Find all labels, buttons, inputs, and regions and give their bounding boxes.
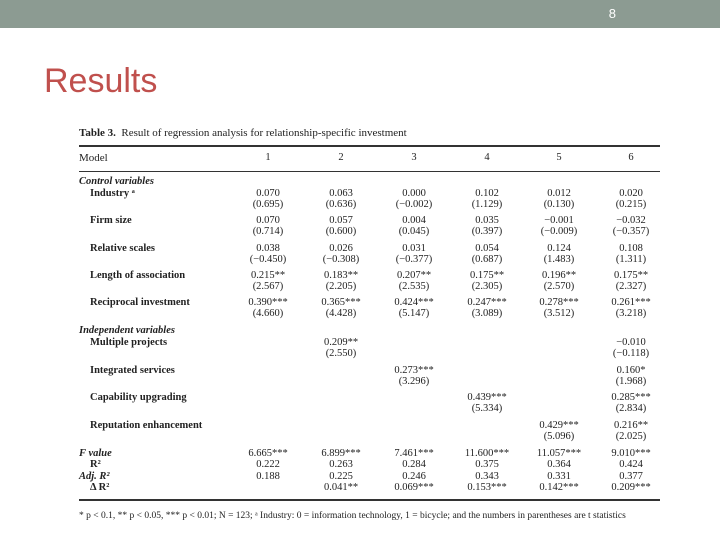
- t-statistic-cell: (5.096): [543, 431, 575, 442]
- stat-cell: 0.188: [256, 471, 280, 482]
- stat-cell: 0.222: [256, 459, 280, 470]
- stat-label: R²: [90, 459, 101, 470]
- coefficient-cell: 0.261***: [611, 297, 651, 308]
- t-statistic-cell: (4.428): [325, 308, 357, 319]
- coefficient-cell: 0.012: [547, 188, 571, 199]
- t-statistic-cell: (0.397): [471, 226, 503, 237]
- t-statistic-cell: (2.570): [543, 281, 575, 292]
- coefficient-cell: −0.001: [544, 215, 574, 226]
- coefficient-cell: 0.209**: [323, 337, 359, 348]
- coefficient-cell: 0.183**: [323, 270, 359, 281]
- stat-label: Adj. R²: [79, 471, 110, 482]
- coefficient-cell: 0.070: [256, 215, 280, 226]
- stat-cell: 0.364: [547, 459, 571, 470]
- stat-cell: 0.375: [475, 459, 499, 470]
- coefficient-cell: 0.207**: [396, 270, 432, 281]
- coefficient-cell: 0.424***: [394, 297, 434, 308]
- stat-cell: 0.343: [475, 471, 499, 482]
- slide-number: 8: [608, 6, 616, 21]
- header-model-5: 5: [556, 152, 562, 163]
- t-statistic-cell: (1.968): [615, 376, 647, 387]
- t-statistic-cell: (1.311): [615, 254, 647, 265]
- t-statistic-cell: (3.512): [543, 308, 575, 319]
- stat-cell: 0.225: [329, 471, 353, 482]
- stat-cell: 0.246: [402, 471, 426, 482]
- t-statistic-cell: (2.550): [325, 348, 357, 359]
- stat-cell: 0.209***: [611, 482, 651, 493]
- coefficient-cell: 0.439***: [467, 392, 507, 403]
- stat-cell: 11.600***: [464, 448, 510, 459]
- table-caption-label: Table 3.: [79, 127, 116, 139]
- coefficient-cell: −0.010: [616, 337, 646, 348]
- t-statistic-cell: (4.660): [252, 308, 284, 319]
- table-caption-text: Result of regression analysis for relationship-specific investment: [121, 127, 407, 139]
- coefficient-cell: 0.063: [329, 188, 353, 199]
- t-statistic-cell: (0.695): [252, 199, 284, 210]
- table-footnote: * p < 0.1, ** p < 0.05, *** p < 0.01; N = 123; ᵃ Industry: 0 = information technology, 1 = bicycle; and the numbers in parentheses are t statistics: [79, 511, 626, 521]
- t-statistic-cell: (−0.357): [612, 226, 650, 237]
- coefficient-cell: 0.160*: [616, 365, 646, 376]
- top-bar: [0, 0, 720, 28]
- coefficient-cell: 0.278***: [539, 297, 579, 308]
- row-label: Multiple projects: [90, 337, 168, 348]
- stat-cell: 11.057***: [536, 448, 582, 459]
- header-model-2: 2: [338, 152, 344, 163]
- stat-cell: 0.153***: [467, 482, 507, 493]
- slide-title: Results: [44, 62, 158, 100]
- coefficient-cell: 0.285***: [611, 392, 651, 403]
- header-model-4: 4: [484, 152, 490, 163]
- stat-cell: 0.377: [619, 471, 643, 482]
- coefficient-cell: 0.247***: [467, 297, 507, 308]
- stat-cell: 9.010***: [611, 448, 651, 459]
- t-statistic-cell: (2.834): [615, 403, 647, 414]
- t-statistic-cell: (0.600): [325, 226, 357, 237]
- stat-cell: 7.461***: [394, 448, 434, 459]
- coefficient-cell: 0.216**: [613, 420, 649, 431]
- coefficient-cell: 0.215**: [250, 270, 286, 281]
- coefficient-cell: 0.070: [256, 188, 280, 199]
- table-caption: [79, 127, 407, 139]
- t-statistic-cell: (3.218): [615, 308, 647, 319]
- t-statistic-cell: (−0.377): [395, 254, 433, 265]
- stat-label: Δ R²: [90, 482, 110, 493]
- t-statistic-cell: (1.483): [543, 254, 575, 265]
- coefficient-cell: 0.365***: [321, 297, 361, 308]
- coefficient-cell: 0.054: [475, 243, 499, 254]
- coefficient-cell: 0.124: [547, 243, 571, 254]
- t-statistic-cell: (2.535): [398, 281, 430, 292]
- coefficient-cell: 0.429***: [539, 420, 579, 431]
- coefficient-cell: 0.102: [475, 188, 499, 199]
- stat-cell: 0.142***: [539, 482, 579, 493]
- coefficient-cell: 0.390***: [248, 297, 288, 308]
- t-statistic-cell: (2.205): [325, 281, 357, 292]
- row-label: Firm size: [90, 215, 132, 226]
- table-bottom-rule: [79, 499, 660, 501]
- section-independent-variables: Independent variables: [79, 325, 175, 336]
- stat-label: F value: [79, 448, 112, 459]
- stat-cell: 6.899***: [321, 448, 361, 459]
- row-label: Relative scales: [90, 243, 156, 254]
- coefficient-cell: 0.000: [402, 188, 426, 199]
- header-model-6: 6: [628, 152, 634, 163]
- t-statistic-cell: (−0.450): [249, 254, 287, 265]
- coefficient-cell: 0.196**: [541, 270, 577, 281]
- t-statistic-cell: (2.025): [615, 431, 647, 442]
- t-statistic-cell: (2.567): [252, 281, 284, 292]
- coefficient-cell: 0.035: [475, 215, 499, 226]
- coefficient-cell: 0.020: [619, 188, 643, 199]
- t-statistic-cell: (0.687): [471, 254, 503, 265]
- stat-cell: 0.331: [547, 471, 571, 482]
- section-control-variables: Control variables: [79, 176, 154, 187]
- row-label: Industry ᵃ: [90, 188, 135, 199]
- t-statistic-cell: (0.215): [615, 199, 647, 210]
- t-statistic-cell: (0.130): [543, 199, 575, 210]
- t-statistic-cell: (0.045): [398, 226, 430, 237]
- t-statistic-cell: (0.714): [252, 226, 284, 237]
- t-statistic-cell: (−0.002): [395, 199, 433, 210]
- stat-cell: 0.424: [619, 459, 643, 470]
- header-model-1: 1: [265, 152, 271, 163]
- stat-cell: 0.041**: [323, 482, 359, 493]
- coefficient-cell: 0.031: [402, 243, 426, 254]
- t-statistic-cell: (3.089): [471, 308, 503, 319]
- t-statistic-cell: (0.636): [325, 199, 357, 210]
- coefficient-cell: 0.057: [329, 215, 353, 226]
- t-statistic-cell: (5.147): [398, 308, 430, 319]
- coefficient-cell: −0.032: [616, 215, 646, 226]
- t-statistic-cell: (−0.308): [322, 254, 360, 265]
- row-label: Reciprocal investment: [90, 297, 190, 308]
- stat-cell: 0.284: [402, 459, 426, 470]
- coefficient-cell: 0.108: [619, 243, 643, 254]
- t-statistic-cell: (2.327): [615, 281, 647, 292]
- t-statistic-cell: (−0.118): [612, 348, 650, 359]
- coefficient-cell: 0.273***: [394, 365, 434, 376]
- stat-cell: 6.665***: [248, 448, 288, 459]
- row-label: Length of association: [90, 270, 186, 281]
- header-model-3: 3: [411, 152, 417, 163]
- t-statistic-cell: (3.296): [398, 376, 430, 387]
- header-model: Model: [79, 152, 108, 164]
- row-label: Capability upgrading: [90, 392, 187, 403]
- row-label: Integrated services: [90, 365, 175, 376]
- t-statistic-cell: (1.129): [471, 199, 503, 210]
- stat-cell: 0.263: [329, 459, 353, 470]
- t-statistic-cell: (−0.009): [540, 226, 578, 237]
- t-statistic-cell: (5.334): [471, 403, 503, 414]
- table-header-rule: [79, 171, 660, 172]
- coefficient-cell: 0.026: [329, 243, 353, 254]
- t-statistic-cell: (2.305): [471, 281, 503, 292]
- coefficient-cell: 0.175**: [469, 270, 505, 281]
- row-label: Reputation enhancement: [90, 420, 203, 431]
- table-top-rule: [79, 145, 660, 147]
- coefficient-cell: 0.038: [256, 243, 280, 254]
- coefficient-cell: 0.004: [402, 215, 426, 226]
- coefficient-cell: 0.175**: [613, 270, 649, 281]
- stat-cell: 0.069***: [394, 482, 434, 493]
